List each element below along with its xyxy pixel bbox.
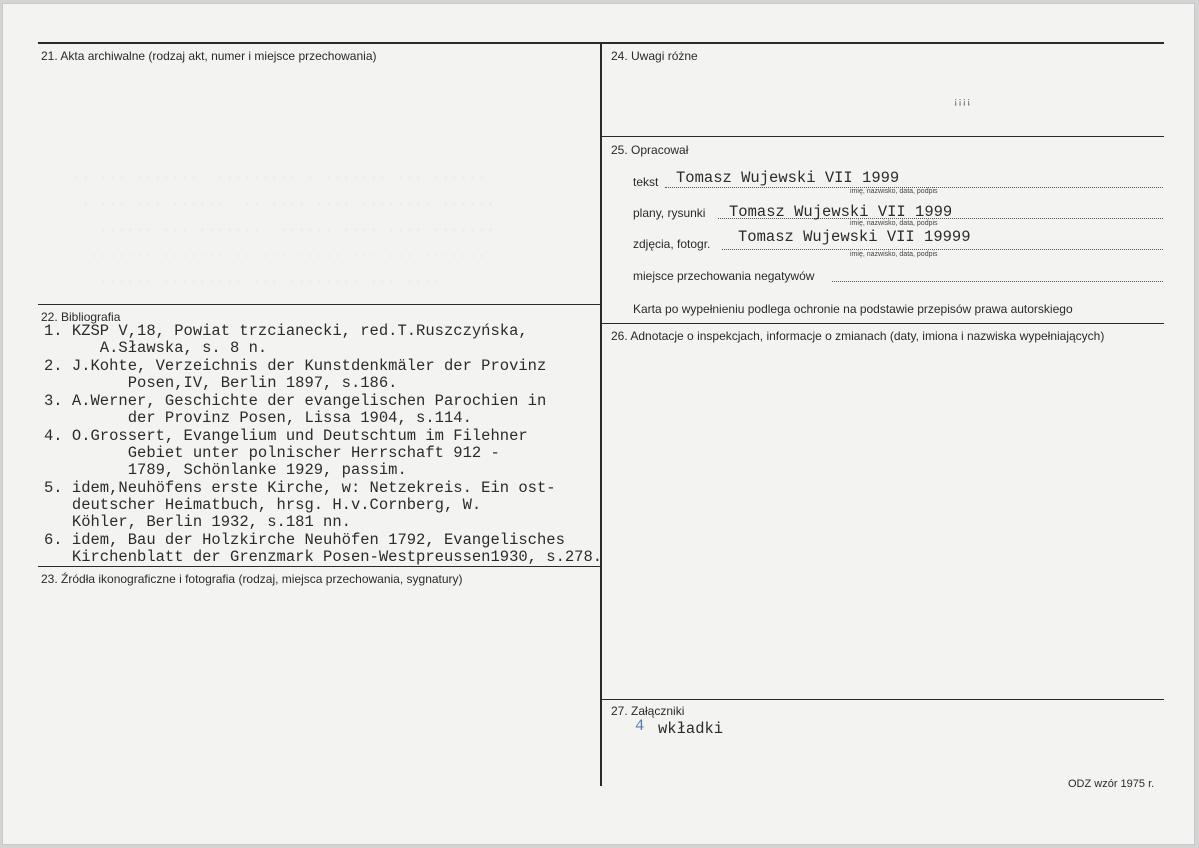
zalaczniki-count: 4 — [635, 717, 645, 735]
inventory-card — [2, 3, 1195, 845]
section-27-label: 27. Załączniki — [611, 704, 685, 718]
plany-hint: imię, nazwisko, data, podpis — [850, 220, 938, 227]
section-24-label: 24. Uwagi różne — [611, 49, 698, 63]
section-26-label: 26. Adnotacje o inspekcjach, informacje o zmianach (daty, imiona i nazwiska wypełniających) — [611, 329, 1105, 343]
section-23-label: 23. Źródła ikonograficzne i fotografia (rodzaj, miejsca przechowania, sygnatury) — [41, 572, 463, 586]
rule-27 — [602, 699, 1164, 700]
reverse-show-through: .. ... ....... ......... . ....... ... ...... . ... ... ...... .. .... .... ........ ...... ...... ... ....... ...... .... .... ....... ....... ....... .. ... ..... ... ... ....... ...... ......... ... ........ ... .... — [72, 167, 496, 288]
section-22-label: 22. Bibliografia — [41, 310, 121, 324]
bib-line: Gebiet unter polnischer Herrschaft 912 - — [44, 444, 500, 462]
bib-line: 3. A.Werner, Geschichte der evangelischen Parochien in — [44, 392, 547, 410]
copyright-note: Karta po wypełnieniu podlega ochronie na podstawie przepisów prawa autorskiego — [633, 302, 1073, 316]
bib-line: 1. KZSP V,18, Powiat trzcianecki, red.T.Ruszczyńska, — [44, 322, 528, 340]
bib-line: A.Sławska, s. 8 n. — [44, 339, 268, 357]
bib-line: 2. J.Kohte, Verzeichnis der Kunstdenkmäler der Provinz — [44, 357, 547, 375]
tekst-hint: imię, nazwisko, data, podpis — [850, 188, 938, 195]
rule-22 — [38, 304, 600, 305]
negatywy-label: miejsce przechowania negatywów — [633, 269, 815, 283]
bib-line: 1789, Schönlanke 1929, passim. — [44, 461, 407, 479]
tekst-label: tekst — [633, 175, 659, 189]
bib-line: Köhler, Berlin 1932, s.181 nn. — [44, 513, 351, 531]
bib-line: deutscher Heimatbuch, hrsg. H.v.Cornberg, W. — [44, 496, 482, 514]
zdjecia-label: zdjęcia, fotogr. — [633, 237, 711, 251]
form-version: ODZ wzór 1975 r. — [1068, 778, 1155, 790]
zdjecia-value: Tomasz Wujewski VII 19999 — [738, 228, 971, 246]
bib-line: 4. O.Grossert, Evangelium und Deutschtum im Filehner — [44, 427, 528, 445]
rule-25 — [602, 136, 1164, 137]
zdjecia-hint: imię, nazwisko, data, podpis — [850, 251, 938, 258]
bib-line: Kirchenblatt der Grenzmark Posen-Westpreussen1930, s.278. — [44, 548, 603, 566]
zalaczniki-text: wkładki — [658, 720, 724, 738]
pencil-marks: ꜟꜟꜟꜟ — [954, 97, 972, 111]
bibliography-list — [44, 323, 744, 573]
negatywy-dots — [832, 281, 1163, 282]
section-21-label: 21. Akta archiwalne (rodzaj akt, numer i miejsce przechowania) — [41, 49, 377, 63]
tekst-value: Tomasz Wujewski VII 1999 — [676, 169, 900, 187]
bib-line: der Provinz Posen, Lissa 1904, s.114. — [44, 409, 472, 427]
plany-value: Tomasz Wujewski VII 1999 — [729, 203, 953, 221]
plany-label: plany, rysunki — [633, 206, 706, 220]
zdjecia-dots — [722, 249, 1163, 250]
bib-line: 6. idem, Bau der Holzkirche Neuhöfen 1792, Evangelisches — [44, 531, 565, 549]
section-25-label: 25. Opracował — [611, 143, 689, 157]
bib-line: 5. idem,Neuhöfens erste Kirche, w: Netzekreis. Ein ost- — [44, 479, 556, 497]
bib-line: Posen,IV, Berlin 1897, s.186. — [44, 374, 398, 392]
